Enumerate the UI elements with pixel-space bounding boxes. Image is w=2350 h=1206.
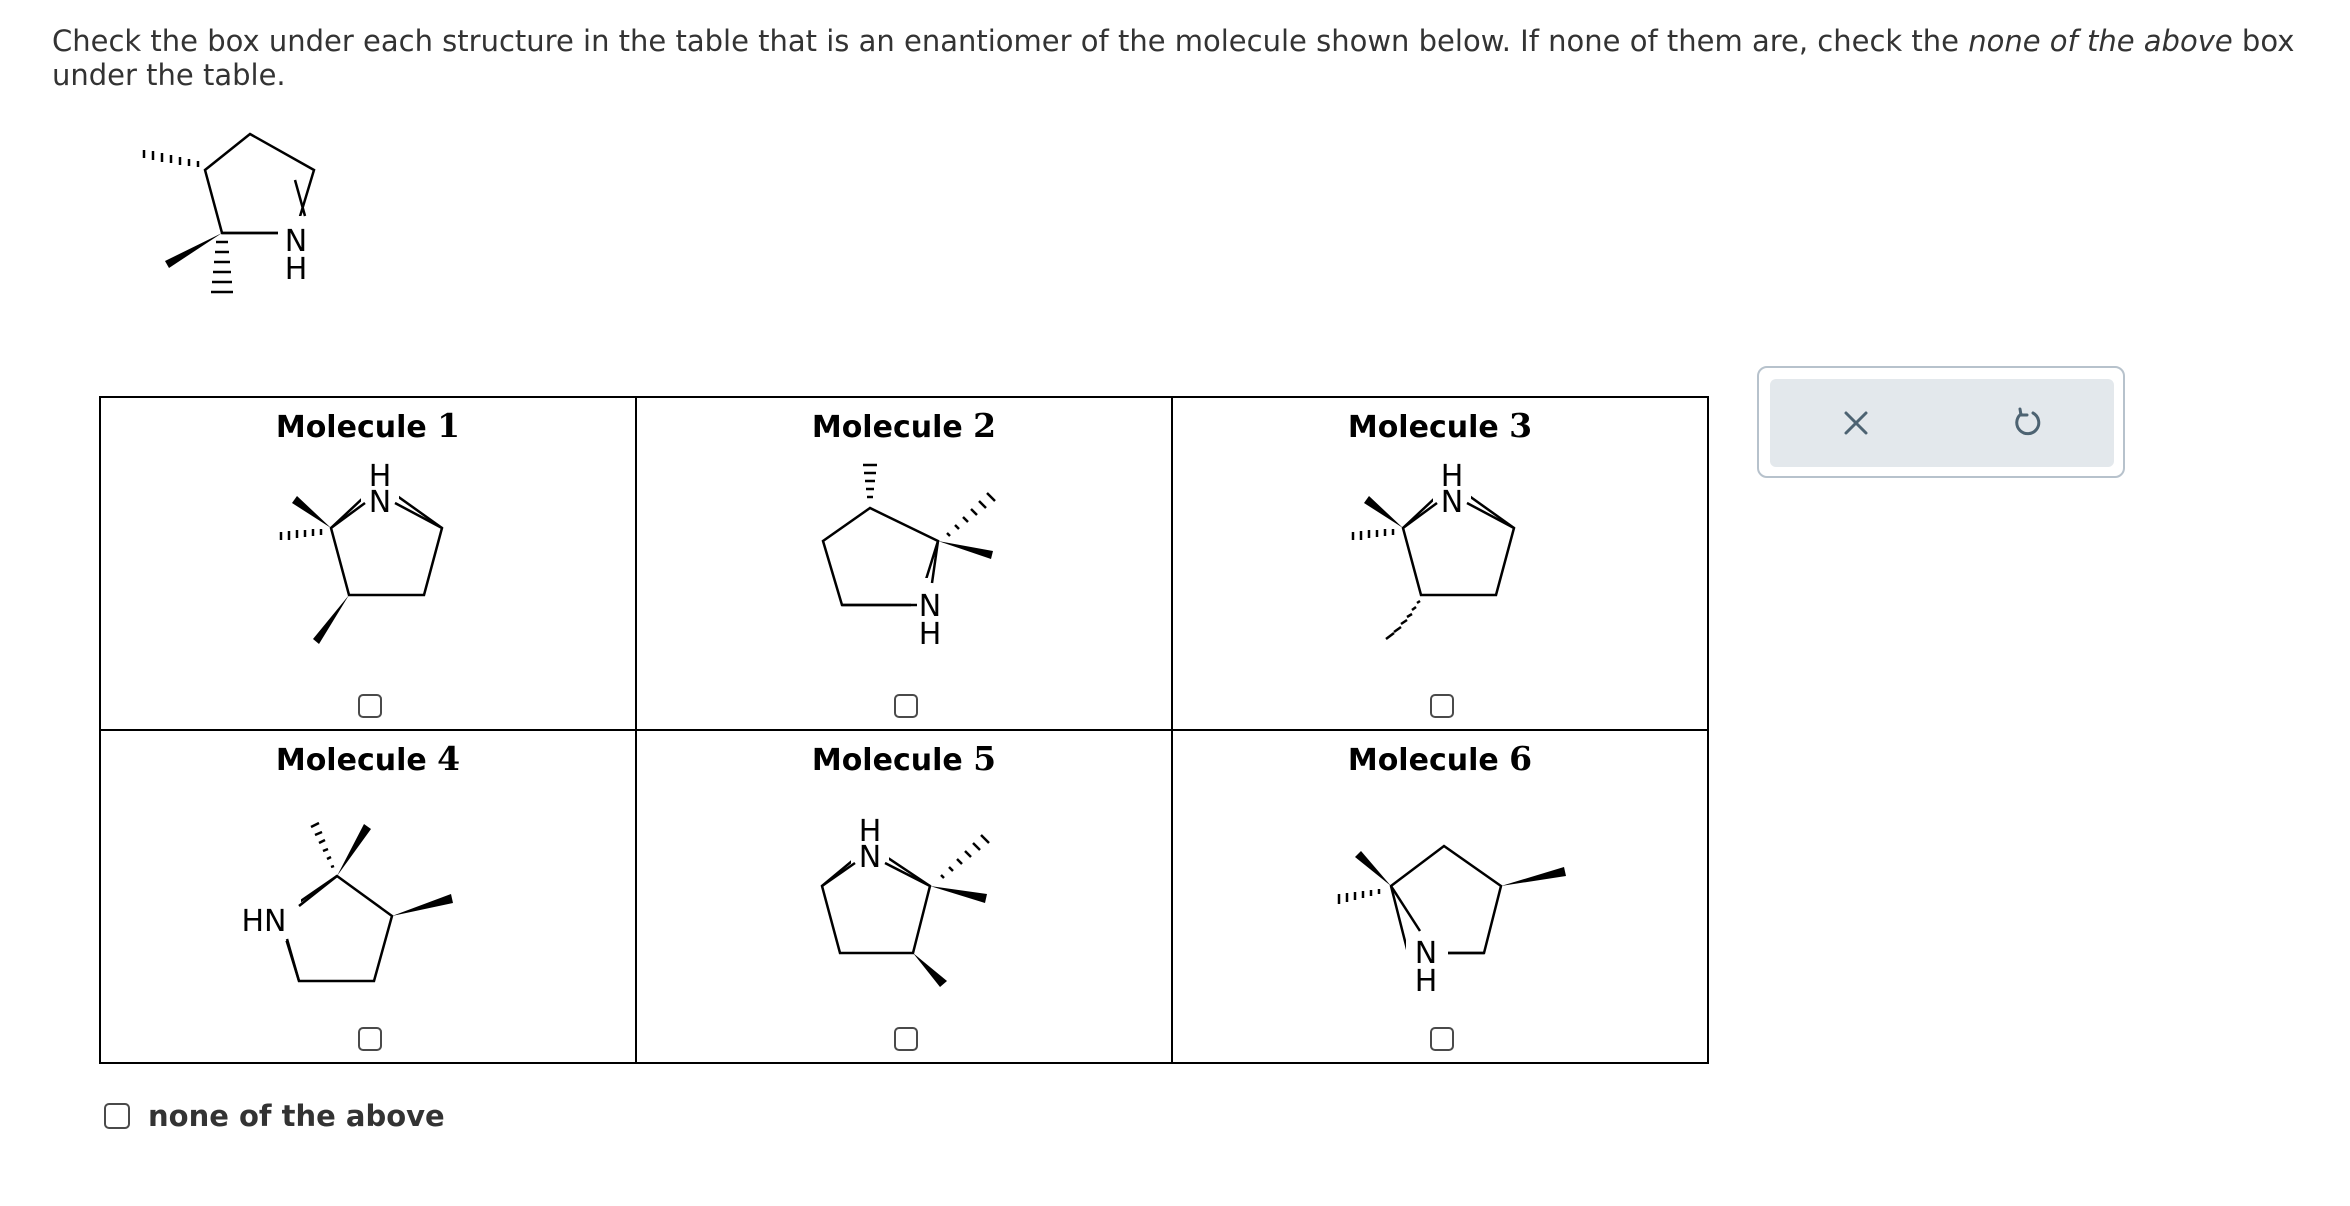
none-of-the-above-option[interactable] — [104, 1098, 445, 1134]
molecule-cell-5 — [636, 730, 1172, 1063]
nitrogen-label: N — [284, 224, 308, 259]
answer-toolbar — [1757, 366, 2125, 478]
molecule-1-structure — [219, 458, 519, 658]
molecule-cell-4 — [100, 730, 636, 1063]
molecule-title-4 — [101, 739, 635, 778]
undo-button[interactable] — [1942, 379, 2114, 467]
question-text — [52, 24, 2332, 92]
molecule-cell-1 — [100, 397, 636, 730]
wedge-bond — [1501, 867, 1566, 886]
wedge-bond — [313, 595, 349, 644]
molecule-table — [99, 396, 1709, 1064]
wedge-bond — [292, 496, 331, 528]
ring-bond — [295, 180, 305, 216]
toolbar-inner — [1770, 379, 2114, 467]
molecule-title-2 — [637, 406, 1171, 445]
wedge-bond — [1355, 851, 1391, 886]
clear-button[interactable] — [1770, 379, 1942, 467]
hydrogen-label: H — [858, 814, 882, 849]
wedge-bond — [392, 894, 453, 916]
nitrogen-label: N — [918, 589, 942, 624]
molecule-2-checkbox[interactable] — [894, 694, 918, 718]
molecule-title-text: Molecule — [1347, 410, 1499, 445]
molecule-title-1 — [101, 406, 635, 445]
molecule-6-checkbox[interactable] — [1430, 1027, 1454, 1051]
molecule-title-text: Molecule — [811, 743, 963, 778]
undo-icon — [2011, 406, 2045, 440]
molecule-5-checkbox[interactable] — [894, 1027, 918, 1051]
close-icon — [1841, 408, 1871, 438]
question-part1: Check the box under each structure in the table that is an enantiomer of the molecule shown below. If none of them are, check the — [52, 24, 1969, 58]
molecule-title-6 — [1173, 739, 1707, 778]
question-part2: box under the table. — [52, 24, 2295, 92]
hash-bond — [281, 529, 321, 540]
wedge-bond — [165, 233, 222, 268]
hash-bond — [947, 493, 995, 536]
hash-bond — [1386, 601, 1420, 639]
molecule-title-text: Molecule — [811, 410, 963, 445]
molecule-cell-3 — [1172, 397, 1708, 730]
hash-bond — [1339, 889, 1379, 904]
hash-bond — [211, 242, 233, 292]
question-emphasis: none of the above — [1968, 24, 2233, 58]
hydrogen-label: H — [284, 252, 308, 287]
molecule-3-structure — [1291, 458, 1591, 658]
molecule-title-text: Molecule — [275, 410, 427, 445]
wedge-bond — [938, 541, 993, 559]
hydrogen-label: H — [918, 617, 942, 652]
hash-bond — [1353, 529, 1393, 540]
molecule-title-5 — [637, 739, 1171, 778]
hydrogen-label: H — [368, 459, 392, 494]
molecule-6-structure — [1291, 791, 1591, 991]
hash-bond — [144, 150, 198, 167]
hash-bond — [941, 835, 989, 878]
molecule-title-text: Molecule — [275, 743, 427, 778]
nitrogen-label: N — [1440, 485, 1464, 520]
none-of-the-above-label: none of the above — [148, 1099, 445, 1133]
molecule-number: 2 — [973, 406, 997, 445]
hash-bond — [311, 823, 334, 867]
molecule-cell-6 — [1172, 730, 1708, 1063]
wedge-bond — [913, 953, 947, 987]
molecule-1-checkbox[interactable] — [358, 694, 382, 718]
wedge-bond — [930, 886, 987, 903]
molecule-number: 4 — [437, 739, 461, 778]
molecule-number: 6 — [1509, 739, 1533, 778]
molecule-5-structure — [755, 791, 1055, 991]
hash-bond — [863, 465, 877, 497]
reference-molecule — [120, 120, 360, 320]
nitrogen-label: N — [1414, 936, 1438, 971]
nitrogen-label: N — [368, 485, 392, 520]
molecule-4-structure — [219, 791, 519, 991]
wedge-bond — [337, 824, 371, 876]
molecule-3-checkbox[interactable] — [1430, 694, 1454, 718]
molecule-number: 1 — [437, 406, 461, 445]
molecule-cell-2 — [636, 397, 1172, 730]
molecule-2-structure — [755, 458, 1055, 658]
nitrogen-label: N — [858, 840, 882, 875]
molecule-number: 3 — [1509, 406, 1533, 445]
molecule-number: 5 — [973, 739, 997, 778]
hydrogen-label: H — [1440, 459, 1464, 494]
none-of-the-above-checkbox[interactable] — [104, 1103, 130, 1129]
molecule-title-text: Molecule — [1347, 743, 1499, 778]
wedge-bond — [1364, 496, 1403, 528]
molecule-title-3 — [1173, 406, 1707, 445]
molecule-4-checkbox[interactable] — [358, 1027, 382, 1051]
hydrogen-label: H — [1414, 964, 1438, 991]
hn-label: HN — [241, 904, 287, 939]
